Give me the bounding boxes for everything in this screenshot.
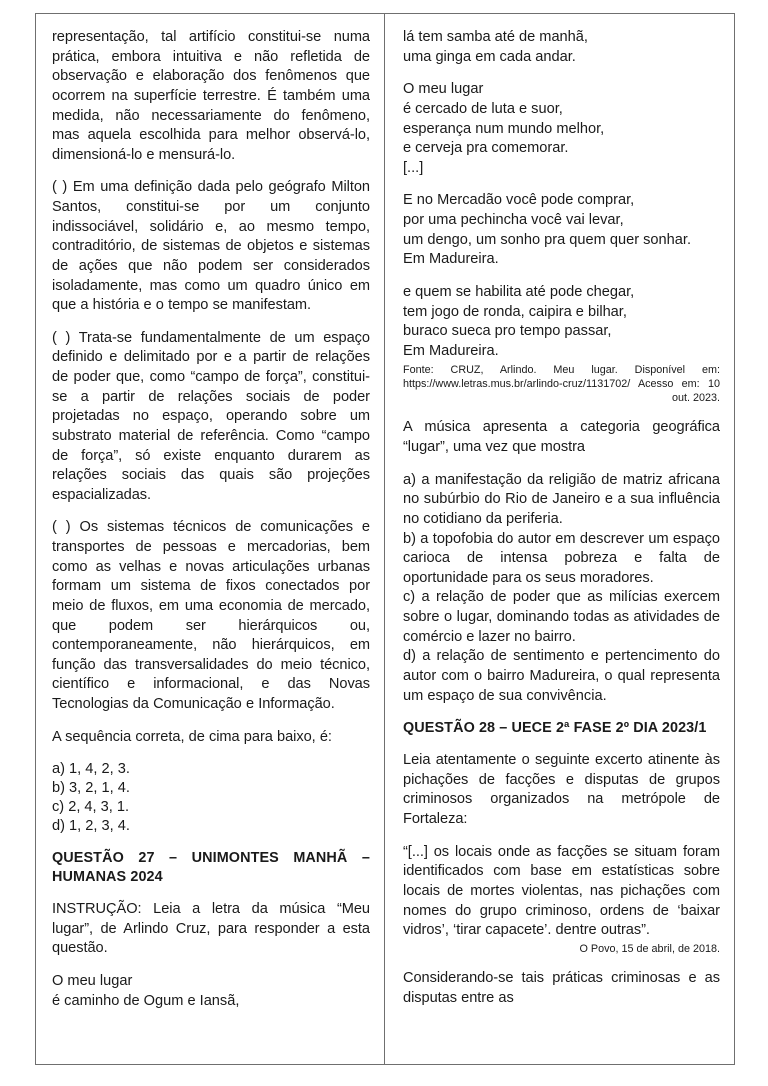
lyrics-line: O meu lugar — [403, 81, 484, 98]
sequence-options-list — [52, 760, 370, 836]
paragraph-intro: representação, tal artifício constitui-se numa prática, embora intuitiva e não refletida de observação e elaboração dos fenômenos que ocorrem na superfície terrestre. É também uma medida, não necessariamente do fenômeno, mas aquela escolhida para melhor observá-lo, dimensioná-lo e mensurá-lo. — [52, 29, 370, 163]
sequence-option-c[interactable]: c) 2, 4, 3, 1. — [52, 799, 130, 816]
lyrics-stanza-1 — [403, 28, 720, 67]
sequence-option-b[interactable]: b) 3, 2, 1, 4. — [52, 780, 130, 797]
lyrics-line: é caminho de Ogum e Iansã, — [52, 992, 240, 1009]
lyrics-line: Em Madureira. — [403, 251, 499, 268]
lyrics-source-citation: Fonte: CRUZ, Arlindo. Meu lugar. Disponível em: https://www.letras.mus.br/arlindo-cruz/1131702/ Acesso em: 10 out. 2023. — [403, 364, 720, 405]
lyrics-line: esperança num mundo melhor, — [403, 120, 605, 137]
question-27-instruction: INSTRUÇÃO: Leia a letra da música “Meu lugar”, de Arlindo Cruz, para responder a esta questão. — [52, 901, 370, 957]
lyrics-line: é cercado de luta e suor, — [403, 100, 563, 117]
question-28-excerpt: “[...] os locais onde as facções se situam foram identificados com base em estatísticas sobre locais de mortes violentas, nas pichações com nomes do grupo criminoso, ordens de ‘baixar vidros’, ‘tirar capacete’. dentre outras”. — [403, 843, 720, 939]
lyrics-line: E no Mercadão você pode comprar, — [403, 192, 635, 209]
lyrics-ellipsis: [...] — [403, 159, 424, 176]
question-28-prompt: Considerando-se tais práticas criminosas e as disputas entre as — [403, 969, 720, 1006]
lyrics-stanza-4 — [403, 283, 720, 362]
lyrics-line: e cerveja pra comemorar. — [403, 140, 569, 157]
question-28-instruction: Leia atentamente o seguinte excerto atinente às pichações de facções e disputas de grupos criminosos organizados na metrópole de Fortaleza: — [403, 752, 720, 828]
lyrics-stanza-3 — [403, 191, 720, 270]
statement-item-3: ( ) Os sistemas técnicos de comunicações e transportes de pessoas e mercadorias, bem como as velhas e novas articulações urbanas formam um sistema de fixos conectados por meio de fluxos, em uma economia de mercado, que podem ser hierárquicos ou, contemporaneamente, não hierárquicos, em função das transversalidades do meio técnico, científico e informacional, e das Novas Tecnologias da Comunicação e Informação. — [52, 519, 370, 712]
statement-item-2: ( ) Trata-se fundamentalmente de um espaço definido e delimitado por e a partir de relações de poder que, como “campo de força”, constitui-se a partir de relações sociais de poder projetadas no espaço, operando sobre um substrato material de referência. Como “campo de força”, só existe enquanto durarem as relações sociais das quais são projeções espacializadas. — [52, 329, 370, 503]
lyrics-stanza-2 — [403, 80, 720, 178]
question-27-prompt: A música apresenta a categoria geográfica “lugar”, uma vez que mostra — [403, 419, 720, 456]
question-28-heading: QUESTÃO 28 – UECE 2ª FASE 2º DIA 2023/1 — [403, 720, 707, 737]
lyrics-line: Em Madureira. — [403, 342, 499, 359]
alternative-b[interactable]: b) a topofobia do autor em descrever um espaço carioca de intensa pobreza e falta de oportunidade para os seus moradores. — [403, 530, 720, 586]
lyrics-line: tem jogo de ronda, caipira e bilhar, — [403, 303, 627, 320]
left-column — [36, 14, 385, 1064]
question-28-source-citation: O Povo, 15 de abril, de 2018. — [579, 942, 720, 955]
lyrics-stanza-opening — [52, 972, 370, 1011]
sequence-prompt: A sequência correta, de cima para baixo, é: — [52, 728, 332, 745]
right-column — [385, 14, 734, 1064]
lyrics-line: uma ginga em cada andar. — [403, 48, 576, 65]
lyrics-line: um dengo, um sonho pra quem quer sonhar. — [403, 231, 692, 248]
alternative-d[interactable]: d) a relação de sentimento e pertencimento do autor com o bairro Madureira, o qual representa um espaço de sua convivência. — [403, 648, 720, 704]
question-27-alternatives-list — [403, 471, 720, 707]
sequence-option-a[interactable]: a) 1, 4, 2, 3. — [52, 761, 130, 778]
lyrics-line: lá tem samba até de manhã, — [403, 29, 588, 45]
sequence-option-d[interactable]: d) 1, 2, 3, 4. — [52, 818, 130, 835]
lyrics-line: O meu lugar — [52, 973, 133, 990]
alternative-c[interactable]: c) a relação de poder que as milícias exercem sobre o lugar, dominando todas as atividades de comércio e lazer no bairro. — [403, 589, 720, 645]
exam-page — [35, 13, 735, 1065]
question-27-heading: QUESTÃO 27 – UNIMONTES MANHÃ – HUMANAS 2024 — [52, 850, 370, 886]
lyrics-line: buraco sueca pro tempo passar, — [403, 323, 612, 340]
lyrics-line: e quem se habilita até pode chegar, — [403, 283, 635, 300]
alternative-a[interactable]: a) a manifestação da religião de matriz africana no subúrbio do Rio de Janeiro e a sua influência no cotidiano da periferia. — [403, 471, 720, 527]
lyrics-line: por uma pechincha você vai levar, — [403, 212, 624, 228]
statement-item-1: ( ) Em uma definição dada pelo geógrafo Milton Santos, constitui-se por um conjunto indissociável, solidário e, ao mesmo tempo, contraditório, de sistemas de objetos e sistemas de ações que não podem ser considerados isoladamente, mas como um quadro único em que a história e o tempo se manifestam. — [52, 179, 370, 314]
